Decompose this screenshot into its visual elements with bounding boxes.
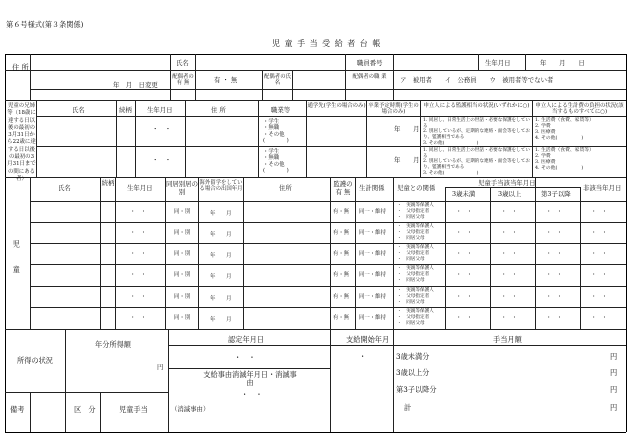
child-under3[interactable]: ・ ・ bbox=[456, 230, 473, 236]
line-child-sub bbox=[445, 187, 580, 188]
line-e bbox=[345, 54, 346, 100]
line-g bbox=[478, 54, 479, 70]
teate-third-yen: 円 bbox=[610, 385, 618, 394]
line-sib-row1 bbox=[36, 146, 626, 147]
sib-header-job: 職業等 bbox=[271, 106, 291, 114]
child-third[interactable]: ・ ・ bbox=[546, 272, 563, 278]
line-bot-6 bbox=[100, 392, 101, 432]
frame-top bbox=[5, 54, 626, 55]
frame-left bbox=[5, 54, 6, 432]
child-custody[interactable]: 有・無 bbox=[333, 294, 350, 300]
shokugyo-options[interactable]: ア 被用者 イ 公務員 ウ 被用者等でない者 bbox=[400, 76, 554, 84]
teate-under3-label: 3歳未満分 bbox=[396, 352, 430, 361]
jusho-label: 住 所 bbox=[12, 63, 29, 72]
siblings-side-label: 児童の兄姉等（18歳に達する日以後の最初の3月31日から22歳に達する日以後の最初の3月31日までの間にある者） bbox=[7, 103, 36, 182]
sib-row2-status[interactable]: 1. 同居し、日常生活上の世話・必要な保護をしている 2. 別居しているが、定期的な連絡・面会等をしており、監護相当である 3. その他( ) bbox=[423, 148, 530, 176]
birthdate-label: 生年月日 bbox=[485, 59, 511, 67]
child-birth[interactable]: ・ ・ bbox=[130, 315, 147, 321]
child-non-applicable[interactable]: ・ ・ bbox=[591, 294, 608, 300]
child-header-residence: 同居別居の 別 bbox=[166, 180, 198, 196]
child-non-applicable[interactable]: ・ ・ bbox=[591, 251, 608, 257]
child-third[interactable]: ・ ・ bbox=[546, 209, 563, 215]
child-over3[interactable]: ・ ・ bbox=[501, 251, 518, 257]
sib-header-applicant-status: 申立人による監護相当の状況(いずれかに○) bbox=[423, 103, 530, 109]
child-livelihood[interactable]: 同一・維持 bbox=[359, 315, 386, 321]
sib-header-name: 氏名 bbox=[72, 106, 85, 114]
sib-header-support-status: 申立人による生計費の負担の状況(該当するものすべてに○) bbox=[535, 103, 624, 116]
line-child-r2 bbox=[30, 243, 626, 244]
line-sib-5 bbox=[306, 100, 307, 177]
teate-total-yen: 円 bbox=[610, 403, 618, 412]
line-bot-5 bbox=[30, 392, 31, 432]
jido-teate-label: 児童手当 bbox=[119, 405, 148, 414]
line-bot-shikyu bbox=[330, 345, 393, 346]
shometsu-label: 支給事由消滅年月日・消滅事由 bbox=[203, 370, 297, 388]
child-under3[interactable]: ・ ・ bbox=[456, 294, 473, 300]
line-child-header bbox=[30, 201, 626, 202]
kubun-label: 区 分 bbox=[74, 405, 96, 414]
child-overseas[interactable]: 年 月 bbox=[210, 253, 232, 259]
child-birth[interactable]: ・ ・ bbox=[130, 294, 147, 300]
sib-row1-birth[interactable]: ・ ・ bbox=[152, 125, 172, 133]
child-custody[interactable]: 有・無 bbox=[333, 209, 350, 215]
teate-label: 手当月額 bbox=[493, 335, 522, 344]
line-bot-nintei-end bbox=[168, 368, 330, 369]
teate-over3-yen: 円 bbox=[610, 368, 618, 377]
child-custody[interactable]: 有・無 bbox=[333, 272, 350, 278]
line-h bbox=[525, 54, 526, 70]
child-header-allowance-month: 児童手当該当年月日 bbox=[478, 179, 536, 187]
shometsu-value[interactable]: ・ ・ bbox=[241, 390, 263, 399]
sib-header-address: 住 所 bbox=[211, 106, 226, 114]
shikyu-label: 支給開始年月 bbox=[346, 335, 390, 344]
child-residence[interactable]: 同・別 bbox=[174, 294, 191, 300]
nenbun-label: 年分所得額 bbox=[95, 340, 131, 349]
line-child-r4 bbox=[30, 286, 626, 287]
line-bot-1 bbox=[65, 329, 66, 432]
child-birth[interactable]: ・ ・ bbox=[130, 209, 147, 215]
child-relationship[interactable]: ・ 実親等保護人 ・ 父母指定者 ・ 同居父母 bbox=[397, 203, 434, 220]
haigusha-umu-label: 配偶者の有 無 bbox=[172, 74, 194, 87]
sib-header-relation: 続柄 bbox=[119, 106, 132, 114]
child-custody[interactable]: 有・無 bbox=[333, 251, 350, 257]
child-over3[interactable]: ・ ・ bbox=[501, 272, 518, 278]
haigusha-shokugyo-label: 配偶者の職 業 bbox=[352, 74, 387, 80]
sib-row1-support[interactable]: 1. 生活費（食費、家賃等） 2. 学費 3. 医療費 4. その他( ) bbox=[535, 118, 594, 141]
sib-row1-grad[interactable]: 年 月 bbox=[394, 125, 420, 133]
child-residence[interactable]: 同・別 bbox=[174, 209, 191, 215]
line-sib-side bbox=[36, 100, 37, 177]
teate-over3-label: 3歳以上分 bbox=[396, 368, 430, 377]
child-header-relation: 続柄 bbox=[101, 179, 115, 187]
child-third[interactable]: ・ ・ bbox=[546, 315, 563, 321]
child-header-address: 住所 bbox=[279, 184, 292, 192]
child-relationship[interactable]: ・ 実親等保護人 ・ 父母指定者 ・ 同居父母 bbox=[397, 309, 434, 326]
child-overseas[interactable]: 年 月 bbox=[210, 211, 232, 217]
child-livelihood[interactable]: 同一・維持 bbox=[359, 209, 386, 215]
line-sib-header bbox=[36, 116, 626, 117]
child-livelihood[interactable]: 同一・維持 bbox=[359, 272, 386, 278]
line-bot-nintei bbox=[168, 345, 330, 346]
teate-total-label: 計 bbox=[404, 403, 412, 412]
child-livelihood[interactable]: 同一・維持 bbox=[359, 294, 386, 300]
line-f bbox=[393, 54, 394, 100]
line-child-r5 bbox=[30, 307, 626, 308]
child-birth[interactable]: ・ ・ bbox=[130, 251, 147, 257]
child-non-applicable[interactable]: ・ ・ bbox=[591, 230, 608, 236]
child-relationship[interactable]: ・ 実親等保護人 ・ 父母指定者 ・ 同居父母 bbox=[397, 245, 434, 262]
child-non-applicable[interactable]: ・ ・ bbox=[591, 272, 608, 278]
child-custody[interactable]: 有・無 bbox=[333, 315, 350, 321]
line-bot-shotoku-end bbox=[5, 392, 168, 393]
teate-third-label: 第3子以降分 bbox=[396, 385, 437, 394]
child-over3[interactable]: ・ ・ bbox=[501, 294, 518, 300]
shikyu-value[interactable]: ・ bbox=[359, 352, 367, 361]
child-third[interactable]: ・ ・ bbox=[546, 230, 563, 236]
sib-row2-job[interactable]: ・学生 ・無職 ・その他 ( ) bbox=[263, 149, 289, 175]
child-header-under3: 3歳未満 bbox=[452, 190, 476, 198]
shokuin-bango-label: 職員番号 bbox=[357, 59, 383, 67]
line-child-r3 bbox=[30, 264, 626, 265]
child-relationship[interactable]: ・ 実親等保護人 ・ 父母指定者 ・ 同居父母 bbox=[397, 224, 434, 241]
sib-header-birth: 生年月日 bbox=[147, 106, 173, 114]
shotoku-label: 所得の状況 bbox=[17, 356, 53, 365]
line-sib-end bbox=[5, 177, 626, 178]
line-b bbox=[195, 54, 196, 100]
line-sib-3 bbox=[185, 100, 186, 177]
line-sib-7 bbox=[420, 100, 421, 177]
child-over3[interactable]: ・ ・ bbox=[501, 230, 518, 236]
sib-row2-grad[interactable]: 年 月 bbox=[394, 156, 420, 164]
child-birth[interactable]: ・ ・ bbox=[130, 230, 147, 236]
children-side-label: 児 童 bbox=[12, 240, 22, 281]
child-over3[interactable]: ・ ・ bbox=[501, 209, 518, 215]
child-header-livelihood: 生計関係 bbox=[359, 184, 385, 192]
child-third[interactable]: ・ ・ bbox=[546, 251, 563, 257]
child-under3[interactable]: ・ ・ bbox=[456, 251, 473, 257]
haigusha-shimei-label: 配偶者の氏 名 bbox=[264, 74, 291, 87]
child-relationship[interactable]: ・ 実親等保護人 ・ 父母指定者 ・ 同居父母 bbox=[397, 266, 434, 283]
child-livelihood[interactable]: 同一・維持 bbox=[359, 251, 386, 257]
child-non-applicable[interactable]: ・ ・ bbox=[591, 315, 608, 321]
child-relationship[interactable]: ・ 実親等保護人 ・ 父母指定者 ・ 同居父母 bbox=[397, 288, 434, 305]
sib-row2-birth[interactable]: ・ ・ bbox=[152, 156, 172, 164]
line-jusho-col bbox=[30, 54, 31, 100]
child-non-applicable[interactable]: ・ ・ bbox=[591, 209, 608, 215]
sib-header-school: 通学先(学生の場合のみ) bbox=[307, 103, 366, 109]
child-header-name: 氏名 bbox=[58, 184, 71, 192]
child-header-over3: 3歳以上 bbox=[498, 190, 522, 198]
child-over3[interactable]: ・ ・ bbox=[501, 315, 518, 321]
form-title: 児 童 手 当 受 給 者 台 帳 bbox=[272, 39, 382, 48]
child-header-custody: 監護の有 無 bbox=[333, 180, 353, 196]
change-date: 年 月 日変更 bbox=[113, 81, 158, 89]
sib-row2-support[interactable]: 1. 生活費（食費、家賃等） 2. 学費 3. 医療費 4. その他( ) bbox=[535, 148, 594, 171]
haigusha-ari-nashi[interactable]: 有 ・ 無 bbox=[214, 76, 238, 84]
child-under3[interactable]: ・ ・ bbox=[456, 209, 473, 215]
line-bot-teate bbox=[393, 345, 626, 346]
line-top-row1 bbox=[5, 70, 626, 71]
sib-header-grad: 卒業予定時期(学生の場合のみ) bbox=[368, 103, 419, 116]
frame-right bbox=[626, 54, 627, 432]
nenbun-yen: 円 bbox=[157, 363, 164, 371]
frame-bottom bbox=[5, 432, 626, 433]
birthdate-value: 年 月 日 bbox=[540, 59, 585, 67]
child-header-non-applicable: 非該当年月日 bbox=[583, 184, 622, 192]
child-residence[interactable]: 同・別 bbox=[174, 272, 191, 278]
child-overseas[interactable]: 年 月 bbox=[210, 317, 232, 323]
line-sib-2 bbox=[135, 100, 136, 177]
line-child-r1 bbox=[30, 222, 626, 223]
form-number: 第６号様式(第３条関係) bbox=[6, 20, 84, 29]
line-d bbox=[292, 70, 293, 100]
nintei-value[interactable]: ・ ・ bbox=[234, 353, 256, 362]
child-custody[interactable]: 有・無 bbox=[333, 230, 350, 236]
child-under3[interactable]: ・ ・ bbox=[456, 272, 473, 278]
child-header-overseas: 海外留学をしている場合の出国年月 bbox=[199, 180, 243, 193]
child-header-relationship: 児童との関係 bbox=[397, 184, 436, 192]
line-top-row2 bbox=[30, 89, 626, 90]
child-header-third: 第3子以降 bbox=[541, 190, 571, 198]
child-birth[interactable]: ・ ・ bbox=[130, 272, 147, 278]
child-overseas[interactable]: 年 月 bbox=[210, 296, 232, 302]
child-residence[interactable]: 同・別 bbox=[174, 230, 191, 236]
child-livelihood[interactable]: 同一・維持 bbox=[359, 230, 386, 236]
child-residence[interactable]: 同・別 bbox=[174, 315, 191, 321]
biko-label: 備考 bbox=[10, 405, 25, 414]
child-under3[interactable]: ・ ・ bbox=[456, 315, 473, 321]
nintei-label: 認定年月日 bbox=[228, 335, 264, 344]
child-overseas[interactable]: 年 月 bbox=[210, 274, 232, 280]
sib-row1-job[interactable]: ・学生 ・無職 ・その他 ( ) bbox=[263, 119, 289, 145]
line-sib-4 bbox=[258, 100, 259, 177]
child-header-birth: 生年月日 bbox=[127, 184, 153, 192]
child-residence[interactable]: 同・別 bbox=[174, 251, 191, 257]
line-child-end bbox=[5, 329, 626, 330]
shimei-label: 氏名 bbox=[176, 59, 189, 67]
child-third[interactable]: ・ ・ bbox=[546, 294, 563, 300]
teate-under3-yen: 円 bbox=[610, 352, 618, 361]
sib-row1-status[interactable]: 1. 同居し、日常生活上の世話・必要な保護をしている 2. 別居しているが、定期的な連絡・面会等をしており、監護相当である 3. その他( ) bbox=[423, 118, 530, 146]
line-sib-1 bbox=[116, 100, 117, 177]
child-overseas[interactable]: 年 月 bbox=[210, 232, 232, 238]
shometsu-reason[interactable]: （消滅事由） bbox=[171, 405, 210, 413]
